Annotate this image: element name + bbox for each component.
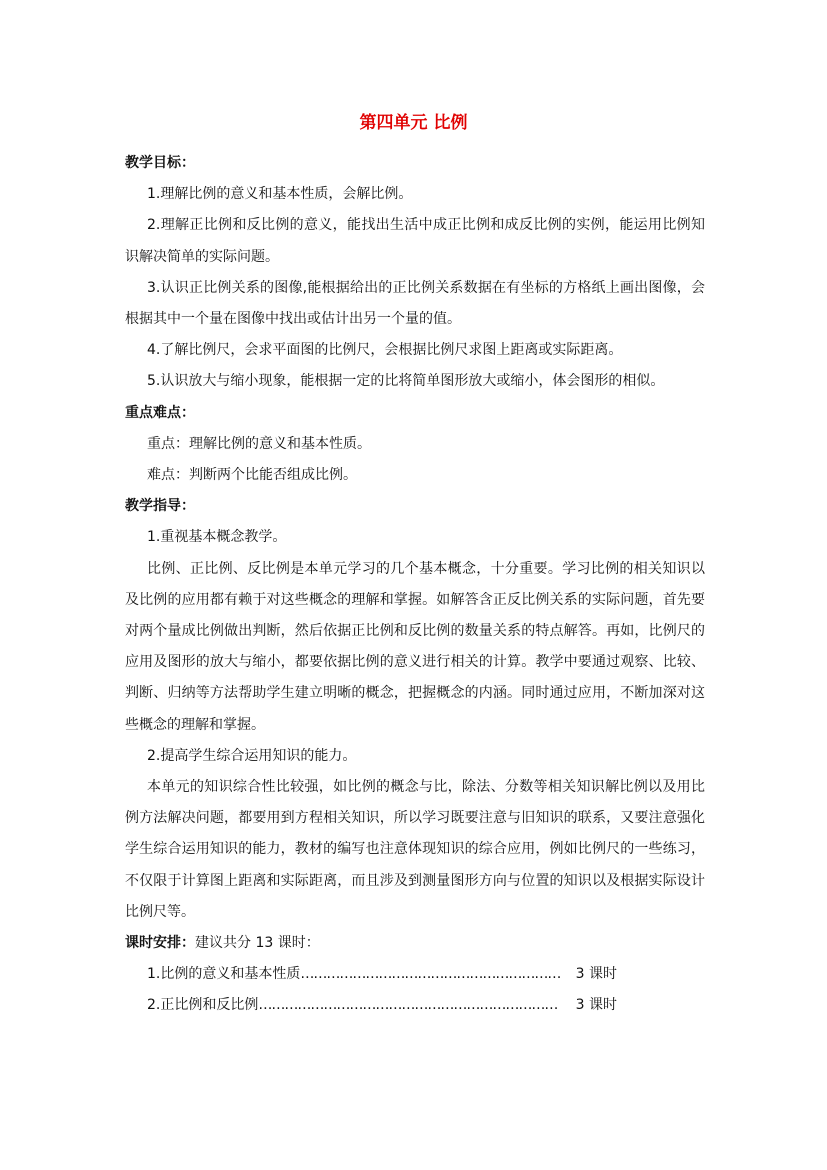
page-title: 第四单元 比例 [359, 113, 468, 133]
schedule-heading: 课时安排： [125, 935, 195, 952]
schedule-item [125, 959, 617, 990]
guidance-point-body: 本单元的知识综合性比较强，如比例的概念与比，除法、分数等相关知识解比例以及用比例方法解决问题，都要用到方程相关知识，所以学习既要注意与旧知识的联系，又要注意强化学生综合运用知识的能力，教材的编写也注意体现知识的综合应用，例如比例尺的一些练习，不仅限于计算图上距离和实际距离，而且涉及到测量图形方向与位置的知识以及根据实际设计比例尺等。 [125, 779, 705, 920]
key-point: 重点：理解比例的意义和基本性质。 [147, 435, 371, 452]
guidance-point-title: 2.提高学生综合运用知识的能力。 [147, 747, 357, 764]
objective-item: 2.理解正比例和反比例的意义，能找出生活中成正比例和成反比例的实例，能运用比例知识解决简单的实际问题。 [125, 217, 705, 265]
schedule-item-hours: 3 课时 [575, 966, 617, 983]
objective-item: 1.理解比例的意义和基本性质，会解比例。 [147, 186, 413, 203]
objective-item: 3.认识正比例关系的图像,能根据给出的正比例关系数据在有坐标的方格纸上画出图像，会根据其中一个量在图像中找出或估计出另一个量的值。 [125, 279, 705, 328]
schedule-item-leader: …………………………………………………… [300, 966, 561, 983]
objective-item: 4.了解比例尺，会求平面图的比例尺，会根据比例尺求图上距离或实际距离。 [147, 342, 623, 359]
schedule-item-leader: …………………………………………………………… [258, 997, 558, 1014]
document-body [125, 148, 705, 1022]
schedule-item-hours: 3 课时 [575, 997, 617, 1014]
schedule-summary: 建议共分 13 课时： [195, 935, 320, 952]
guidance-heading: 教学指导： [125, 498, 195, 515]
guidance-point-title: 1.重视基本概念教学。 [147, 529, 287, 546]
difficulty-point: 难点：判断两个比能否组成比例。 [147, 467, 357, 484]
schedule-item-label: 2.正比例和反比例 [147, 997, 259, 1014]
key-points-heading: 重点难点： [125, 404, 195, 421]
schedule-item [125, 990, 617, 1021]
objectives-heading: 教学目标： [125, 155, 195, 171]
guidance-point-body: 比例、正比例、反比例是本单元学习的几个基本概念，十分重要。学习比例的相关知识以及比例的应用都有赖于对这些概念的理解和掌握。如解答含正反比例关系的实际问题，首先要对两个量成比例做出判断，然后依据正比例和反比例的数量关系的特点解答。再如，比例尺的应用及图形的放大与缩小，都要依据比例的意义进行相关的计算。教学中要通过观察、比较、判断、归纳等方法帮助学生建立明晰的概念，把握概念的内涵。同时通过应用，不断加深对这些概念的理解和掌握。 [125, 560, 705, 733]
schedule-line [125, 928, 705, 959]
schedule-item-label: 1.比例的意义和基本性质 [147, 966, 301, 983]
objective-item: 5.认识放大与缩小现象，能根据一定的比将简单图形放大或缩小，体会图形的相似。 [147, 373, 665, 390]
